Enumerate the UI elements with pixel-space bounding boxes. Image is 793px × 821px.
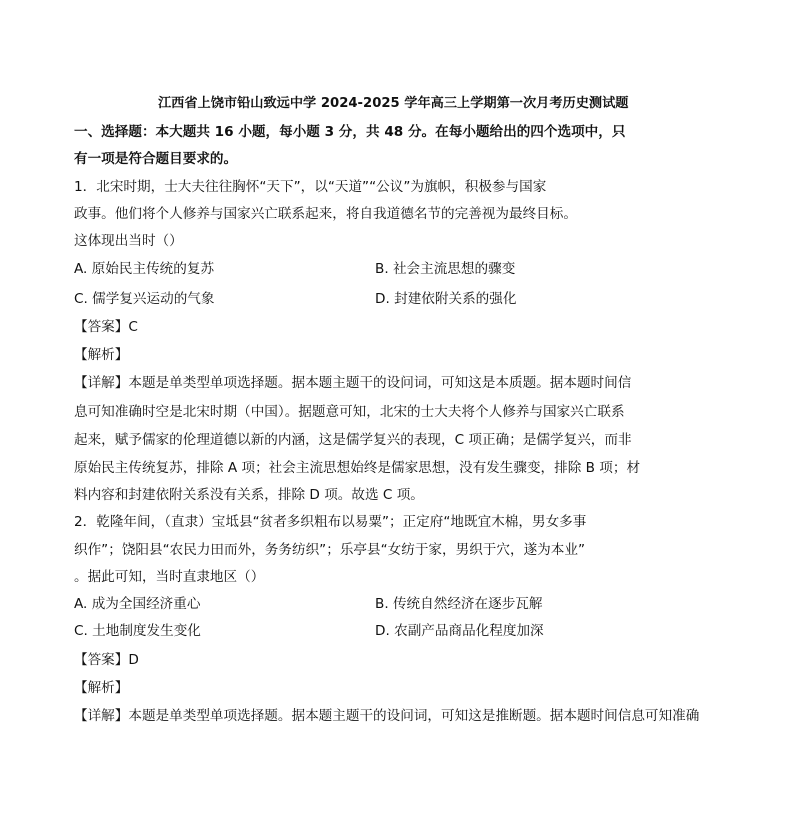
- q1-option-c: C. 儒学复兴运动的气象: [74, 291, 215, 307]
- q2-stem-line-2: 织作”；饶阳县“农民力田而外，务务纺织”；乐亭县“女纺于家，男织于穴，遂为本业”: [74, 542, 585, 558]
- q1-stem-line-2: 政事。他们将个人修养与国家兴亡联系起来，将自我道德名节的完善视为最终目标。: [74, 206, 577, 222]
- q2-option-c: C. 土地制度发生变化: [74, 623, 201, 639]
- q1-option-b: B. 社会主流思想的骤变: [375, 261, 516, 277]
- document-title: 江西省上饶市铅山致远中学 2024-2025 学年高三上学期第一次月考历史测试题: [158, 96, 629, 111]
- q1-detail-line-2: 息可知准确时空是北宋时期（中国）。据题意可知，北宋的士大夫将个人修养与国家兴亡联系: [74, 404, 625, 420]
- q1-stem-line-3: 这体现出当时（）: [74, 233, 183, 249]
- q1-detail-line-1: 【详解】本题是单类型单项选择题。据本题主题干的设问词，可知这是本质题。据本题时间信: [74, 375, 632, 391]
- section-heading-line-1: 一、选择题：本大题共 16 小题，每小题 3 分，共 48 分。在每小题给出的四个选项中，只: [74, 124, 626, 140]
- q2-option-a: A. 成为全国经济重心: [74, 596, 201, 612]
- q1-option-a: A. 原始民主传统的复苏: [74, 261, 215, 277]
- q2-stem-line-3: 。据此可知，当时直隶地区（）: [74, 569, 265, 585]
- q2-option-d: D. 农副产品商品化程度加深: [375, 623, 544, 639]
- q2-detail-line-1: 【详解】本题是单类型单项选择题。据本题主题干的设问词，可知这是推断题。据本题时间信息可知准确: [74, 708, 700, 724]
- q2-option-b: B. 传统自然经济在逐步瓦解: [375, 596, 543, 612]
- q2-analysis-label: 【解析】: [74, 680, 129, 696]
- q1-stem-line-1: 1．北宋时期，士大夫往往胸怀“天下”，以“天道”“公议”为旗帜，积极参与国家: [74, 179, 547, 195]
- q1-option-d: D. 封建依附关系的强化: [375, 291, 517, 307]
- q1-analysis-label: 【解析】: [74, 347, 129, 363]
- q1-answer: 【答案】C: [74, 319, 138, 335]
- q1-detail-line-3: 起来，赋予儒家的伦理道德以新的内涵，这是儒学复兴的表现，C 项正确；是儒学复兴，而非: [74, 432, 632, 448]
- q2-stem-line-1: 2．乾隆年间，（直隶）宝坻县“贫者多织粗布以易粟”；正定府“地既宜木棉，男女多事: [74, 514, 587, 530]
- q1-detail-line-5: 料内容和封建依附关系没有关系，排除 D 项。故选 C 项。: [74, 487, 424, 503]
- q2-answer: 【答案】D: [74, 652, 139, 668]
- q1-detail-line-4: 原始民主传统复苏，排除 A 项；社会主流思想始终是儒家思想，没有发生骤变，排除 B 项；材: [74, 460, 641, 476]
- section-heading-line-2: 有一项是符合题目要求的。: [74, 151, 238, 167]
